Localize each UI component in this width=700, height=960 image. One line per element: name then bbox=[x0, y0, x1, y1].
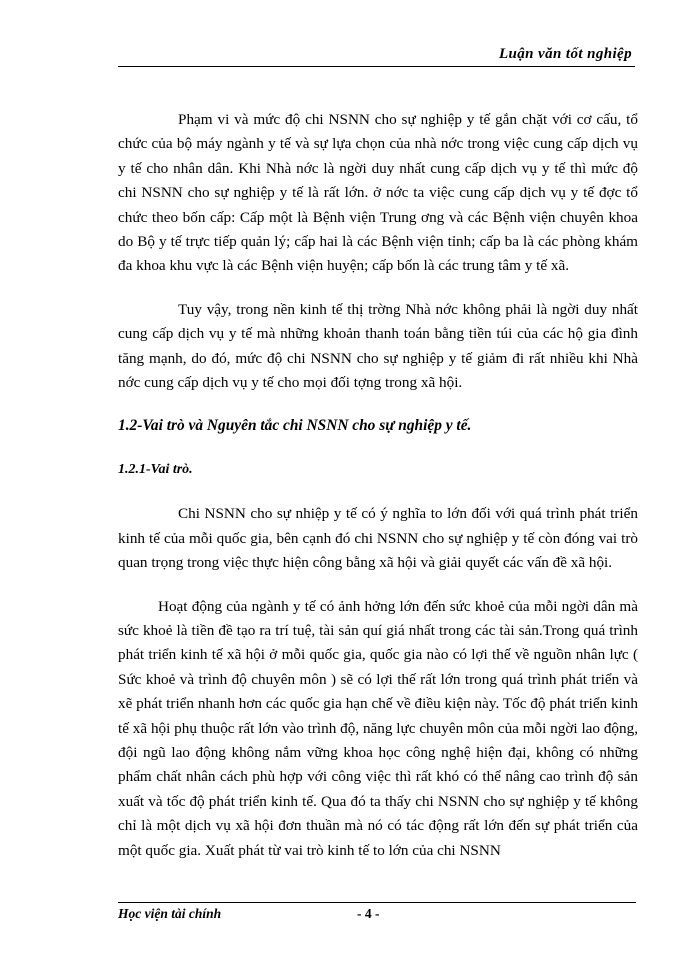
page-number: - 4 - bbox=[357, 906, 380, 921]
section-heading-1-2: 1.2-Vai trò và Nguyên tắc chi NSNN cho sự nghiệp y tế. bbox=[118, 417, 472, 435]
section-heading-1-2-1: 1.2.1-Vai trò. bbox=[118, 461, 193, 477]
running-header-title: Luận văn tốt nghiệp bbox=[498, 46, 632, 62]
paragraph-role-significance: Chi NSNN cho sự nhiệp y tế có ý nghĩa to lớn đối với quá trình phát triển kinh tế của mỗi quốc gia, bên cạnh đó chi NSNN cho sự nghiệp y tế còn đóng vai trò quan trọng trong việc thực hiện công bằng xã hội và giải quyết các vấn đề xã hội. bbox=[118, 505, 638, 572]
paragraph-health-activities: Hoạt động của ngành y tế có ảnh hởng lớn đến sức khoẻ của mỗi ngời dân mà sức khoẻ là tiền đề tạo ra trí tuệ, tài sản quí giá nhất trong các tài sản.Trong quá trình phát triển kinh tế xã hội ở mỗi quốc gia, quốc gia nào có lợi thế về nguồn nhân lực ( Sức khoẻ và trình độ chuyên môn ) sẽ có lợi thế rất lớn trong quá trình phát triển và xẽ phát triển nhanh hơn các quốc gia hạn chế về điều kiện này. Tốc độ phát triển kinh tế xã hội phụ thuộc rất lớn vào trình độ, năng lực chuyên môn của mỗi ngời lao động, đội ngũ lao động không nắm vững khoa học công nghệ hiện đại, không có những phẩm chất nhân cách phù hợp với công việc thì rất khó có thể nâng cao trình độ sản xuất và tốc độ phát triển kinh tế. Qua đó ta thấy chi NSNN cho sự nghiệp y tế không chỉ là một dịch vụ xã hội đơn thuần mà nó có tác động rất lớn đến sự phát triển của một quốc gia. Xuất phát từ vai trò kinh tế to lớn của chi NSNN bbox=[118, 597, 638, 859]
document-body bbox=[118, 108, 638, 882]
header-rule bbox=[118, 66, 635, 67]
footer-rule bbox=[118, 902, 636, 903]
footer-institution: Học viện tài chính bbox=[118, 906, 222, 921]
paragraph-scope-of-spending: Phạm vi và mức độ chi NSNN cho sự nghiệp y tế gắn chặt với cơ cấu, tổ chức của bộ máy ngành y tế và sự lựa chọn của nhà nớc trong việc cung cấp dịch vụ y tế cho nhân dân. Khi Nhà nớc là ngời duy nhất cung cấp dịch vụ y tế thì mức độ chi NSNN cho sự nghiệp y tế là rất lớn. ở nớc ta việc cung cấp dịch vụ y tế đợc tổ chức theo bốn cấp: Cấp một là Bệnh viện Trung ơng và các Bệnh viện chuyên khoa do Bộ y tế trực tiếp quản lý; cấp hai là các Bệnh viện tỉnh; cấp ba là các phòng khám đa khoa khu vực là các Bệnh viện huyện; cấp bốn là các trung tâm y tế xã. bbox=[118, 111, 638, 275]
paragraph-market-economy: Tuy vậy, trong nền kinh tế thị trờng Nhà nớc không phải là ngời duy nhất cung cấp dịch vụ y tế mà những khoản thanh toán bằng tiền túi của các hộ gia đình tăng mạnh, do đó, mức độ chi NSNN cho sự nghiệp y tế giảm đi rất nhiều khi Nhà nớc cung cấp dịch vụ y tế cho mọi đối tợng trong xã hội. bbox=[118, 300, 638, 392]
